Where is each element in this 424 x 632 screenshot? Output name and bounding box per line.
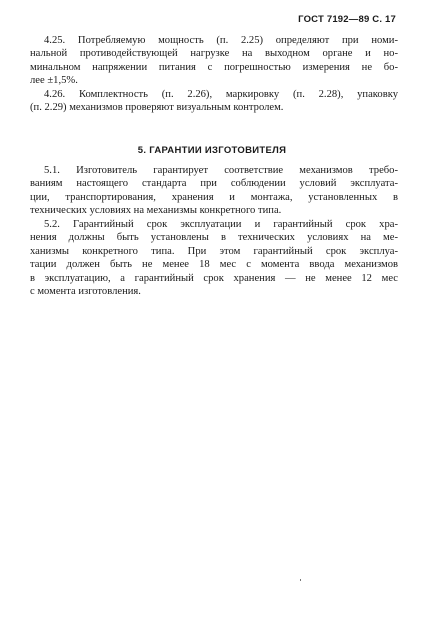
page-header: ГОСТ 7192—89 С. 17 — [298, 14, 396, 25]
text-line: с момента изготовления. — [30, 286, 141, 298]
text-line: (п. 2.29) механизмов проверяют визуальным контролем. — [30, 102, 284, 114]
text-line: 4.25. Потребляемую мощность (п. 2.25) определяют при номи- — [44, 35, 398, 46]
text-line: нения должны быть установлены в технических условиях на ме- — [30, 232, 398, 244]
paragraph-4-25 — [30, 34, 398, 88]
scan-speck — [300, 579, 301, 581]
text-line: 5.1. Изготовитель гарантирует соответствие механизмов требо- — [44, 165, 398, 176]
text-line: 5.2. Гарантийный срок эксплуатации и гарантийный срок хра- — [44, 219, 398, 230]
text-line: 4.26. Комплектность (п. 2.26), маркировку (п. 2.28), упаковку — [44, 89, 398, 100]
text-line: лее ±1,5%. — [30, 75, 78, 87]
text-line: в эксплуатацию, а гарантийный срок хранения — не менее 12 мес — [30, 272, 398, 284]
text-line: нальной противодействующей нагрузке на выходном органе и но- — [30, 48, 398, 60]
text-line: ции, транспортирования, хранения и монтажа, установленных в — [30, 191, 398, 203]
section-heading: 5. ГАРАНТИИ ИЗГОТОВИТЕЛЯ — [137, 145, 287, 156]
paragraph-4-26 — [30, 88, 398, 115]
text-line: минальном напряжении питания с погрешностью измерения не бо- — [30, 61, 398, 73]
text-line: тации должен быть не менее 18 мес с момента ввода механизмов — [30, 259, 398, 271]
text-line: технических условиях на механизмы конкретного типа. — [30, 205, 282, 217]
text-line: ханизмы конкретного типа. При этом гарантийный срок эксплуа- — [30, 245, 398, 257]
paragraph-5-2 — [30, 218, 398, 298]
text-line: ваниям настоящего стандарта при соблюдении условий эксплуата- — [30, 178, 398, 190]
paragraph-5-1 — [30, 164, 398, 218]
